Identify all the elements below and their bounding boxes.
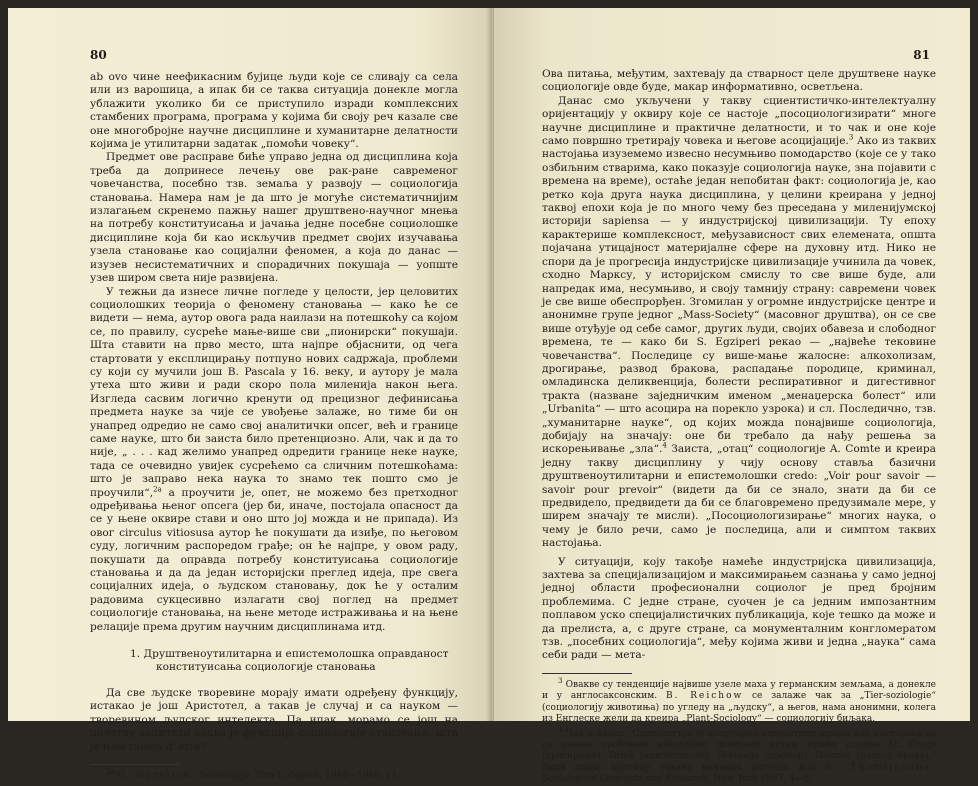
footnote-text: New York 1967, 4—5.: [713, 774, 813, 785]
footnote-divider: [90, 764, 180, 765]
paragraph: У ситуацији, коју такође намеће индустријска цивилизација, захтева за специјализацијом и максимирањем сазнања у само једној једној области професионални социолог је пред бројним проблемима. С једне стране, суочен је са једним импозантним поплавом уско специјалистичких публикација, које тешко да може и да прелиста, а, с друге стране, са монументалним конгломератом тзв. „посебних социологија“, међу којима живи и једна „наука“ сама себи ради — мета-: [542, 555, 936, 662]
paragraph: [90, 286, 458, 635]
right-page-body: [542, 68, 936, 786]
paragraph: [542, 95, 936, 551]
footnote-ref: 4: [662, 441, 667, 450]
footnote: [542, 725, 936, 786]
paragraph: Предмет ове расправе биће управо једна од дисциплина која треба да допринесе лечењу ове рак-ране савременог човечанства, посебно тзв. земаља у развоју — социологија становања. Намера нам је да што је могуће систематичнијим излагањем скренемо пажњу нашег друштвено-научног мнења на потребу конституисања и јачања једне посебне социолошке дисциплине која би као искључив предмет својих изучавања узела становање као социјални феномен, а која до данас — изузев несистематичних и спорадичних покушаја — уопште узев широм света није развијена.: [90, 151, 458, 285]
footnote: [542, 676, 936, 726]
section-heading-line: конституисања социологије становања: [156, 661, 376, 674]
book-spread: [8, 8, 970, 785]
footnote-text: се залаже чак за „Tier-soziologie“ (социологију животиња) по угледу на „људску“, а његов, нама анонимни, колега из Енглеске жели да креира „Plant-Sociology“ — социологију биљака.: [542, 691, 936, 725]
left-page: [8, 8, 492, 781]
footnote-marker: 4: [558, 725, 563, 734]
footnote-text: Tom I, Zagreb, 1946—1966, 11.: [255, 770, 401, 781]
section-heading: [90, 648, 458, 675]
footnote: [90, 767, 458, 782]
paragraph: ab ovo чине неефикасним бујице људи које се сливају са села или из варошица, а ипак би се таква ситуација донекле могла ублажити уколико би се приступило изради комплексних стамбених програма, програма у којима би своју реч казале све оне многобројне научне дисциплине и хуманитарне делатности којима је утилитарни задатак „помоћи човеку“.: [90, 71, 458, 151]
footnote-author: B. Reichow: [665, 691, 744, 702]
footnote-author: R. Thomlinsona,: [825, 762, 936, 773]
paragraph: Ова питања, међутим, захтевају да стварност целе друштвене науке социологије овде буде, макар информативно, осветљена.: [542, 68, 936, 94]
paragraph: Да све људске творевине морају имати одређену функцију, истакао је још Аристотел, а такав је случај и са науком — творевином људског интелекта. Па ипак, морамо се још на почетку запитати каква је функција социологије становања, шта је њен raison d' etre?: [90, 686, 458, 753]
footnote-divider: [542, 673, 632, 674]
footnote-author: G. Gurvitch,: [117, 770, 197, 781]
footnote-title: Sociologija,: [199, 770, 253, 781]
paragraph-text: У тежњи да изнесе личне погледе у целости, јер целовитих социолошких теорија о феномену становања — како ће се видети — нема, аутор овога рада наилази на потешкоћу са којом се, по правилу, сусреће мање-више сви „пионирски“ покушаји. Шта ставити на прво место, шта најпре објаснити, од чега стартовати у експлицирању потпуно нових садржаја, проблеми су који су мучили још B. Pascala у 16. веку, и аутору је мала утеха што живи и ради скоро пола миленија након њега. Изгледа сасвим логично кренути од прецизног дефинисања предмета науке за чије се увођење залаже, но тиме би он унапред одредио не само свој аналитички опсег, већ и границе саме науке, што би заиста било претенциозно. Али, чак и да то није, „ . . . кад желимо унапред одредити границе неке науке, тада се очевидно увијек сусрећемо са сличним потешкоћама: што је заправо нека наука то знамо тек пошто смо је проучили“,: [90, 285, 458, 499]
footnote-ref: 2a: [153, 485, 162, 494]
right-page: [494, 8, 970, 785]
footnote-text: Чак и данас „Социологија је популарно стереотипизирана као настојање да се умање проблеми међусобно повезани истим првим словом D: Drugs (дрогирање), Drink (алкохолизам), Drainage (премор), Divorce (развод брака).“ Види шире критику таквих наивних погледа код: [542, 728, 936, 773]
section-heading-line: 1. Друштвеноутилитарна и епистемолошка оправданост: [130, 648, 449, 661]
left-page-body: [90, 71, 458, 782]
page-number: 80: [90, 48, 107, 62]
paragraph-text: Заиста, „отац“ социологије A. Comte и креира једну такву дисциплину у чију основу ставља базични друштвеноутилитарни и епистемолошки credo: „Voir pour savoir — savoir pour prevoir“ (видети да би се знало, знати да би се предвидело, предвидети да би се благовремено предузимале мере, у ширем значају те мисли). „Посоциологизирање“ многих наука, о чему је било речи, само је последица, али и симптом таквих настојања.: [542, 443, 936, 550]
paragraph-text: а проучити је, опет, не можемо без претходног одређивања њеног опсега (јер би, иначе, постојала опасност да се у њене оквире стави и оно што јој можда и не припада). Из овог circulus vitiosusa аутор ће покушати да изиђе, по његовом суду, логичним распоредом грађе; он ће најпре, у овом раду, покушати да оправда потребу конституисања социологије становања и да да један историјски преглед идеја, пре свега социјалних идеја, о људском становању, док ће у осталим радовима сукцесивно излагати свој поглед на предмет социологије становања, на њене методе истраживања и на њене релације према другим научним дисциплинама итд.: [90, 486, 458, 633]
footnote-title: Sociological Concepts and Research,: [542, 774, 711, 785]
footnote-marker: 3: [558, 676, 563, 685]
paragraph-text: Данас смо укључени у такву сциентистичко-интелектуалну оријентацију у оквиру које се настоје „посоциологизирати“ многе научне дисциплине и практичне делатности, и то чак и оне које само површно третирају човека и његове асоцијације.: [542, 94, 936, 148]
footnote-ref: 3: [848, 133, 854, 142]
footnote-marker: 2a: [106, 767, 115, 776]
footnote-text: Овакве су тенденције највише узеле маха у германским земљама, а донекле и у англосаксонским.: [542, 679, 936, 702]
page-number: 81: [913, 48, 930, 62]
paragraph-text: Ако из таквих настојања изуземемо извесно несумњиво помодарство (које се у тако озбиљним стварима, како показује социологија науке, зна појавити с времена на време), остаће један непобитан факт: социологија је, као ретко која друга наука дисциплина, у целини креирана у једној таквој епохи која је по много чему без преседана у миленијумској историји sapiensа — у индустријској цивилизацији. Ту епоху карактерише комплексност, међузависност свих елемената, општа појачана утицајност материјалне сфере на духовну итд. Нико не спори да је прогресија индустријске цивилизације учинила да човек, сходно Марксу, у историјском смислу то све више буде, али напредак има, несумњиво, и своју тамнију страну: савремени човек је све више обеспрорђен. Згомилан у огромне индустријске центре и анонимне групе једног „Mass-Society“ (масовног друштва), он се све више отуђује од себе самог, других људи, својих обавеза и слободног времена, те — како би S. Egziperi рекао — „највеће тековине човечанства“. Последице су више-мање жалосне: алкохолизам, дрогирање, развод бракова, распадање породице, криминал, омладинска деликвенција, болести респиративног и дигестивног тракта (названe заједничким именом „менаџерска болест“ или „Urbanita“ — што асоцира на порекло узрока) и сл. Последично, тзв. „хуманитарне науке“, од којих можда понајвише социологија, добијају на значају: оне би требало да нађу решења за искорењивање „зла“.: [542, 135, 936, 456]
